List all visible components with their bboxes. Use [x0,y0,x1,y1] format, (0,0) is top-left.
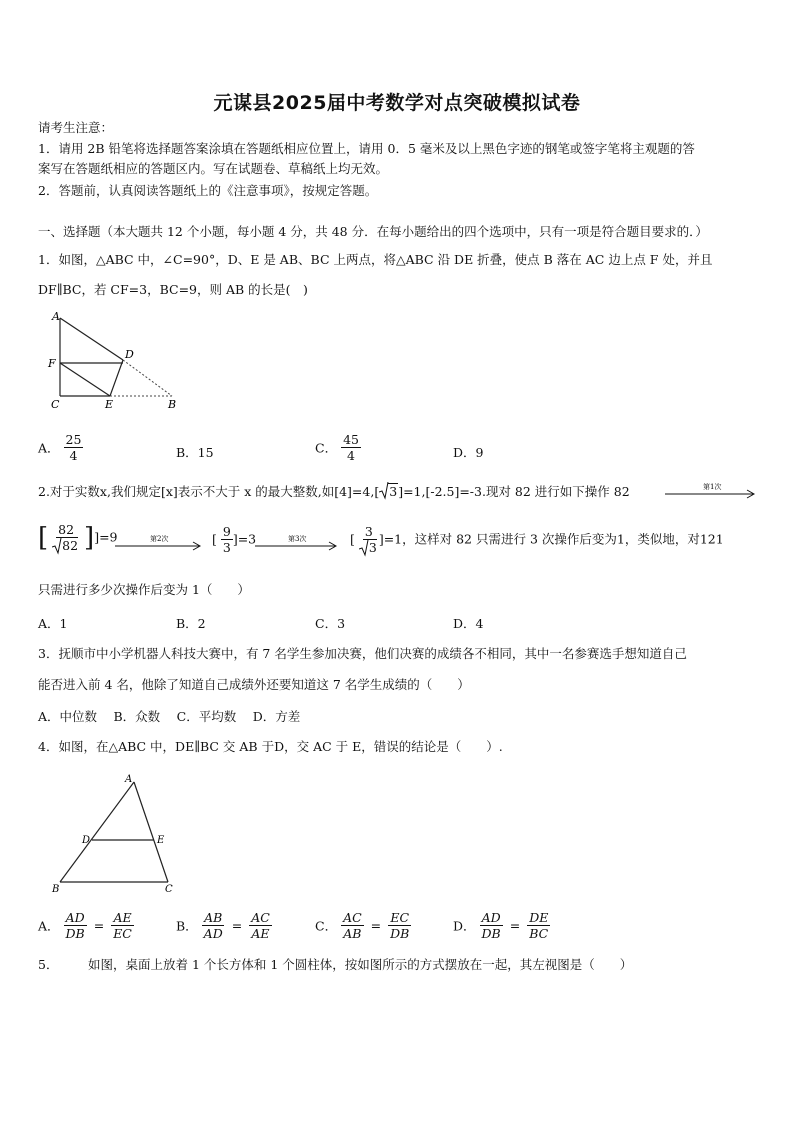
section-heading: 一、选择题（本大题共 12 个小题，每小题 4 分，共 48 分．在每小题给出的四个选项中，只有一项是符合题目要求的．） [38,224,708,239]
q2-result-2: ]=3 [232,531,257,547]
q2-frac-1 [52,522,80,553]
q1-option-d[interactable]: D．9 [453,445,484,460]
sqrt-sign-icon [359,540,369,557]
q2-arrow-3 [255,532,340,554]
q2-line-3: 只需进行多少次操作后变为 1（ ） [38,582,250,597]
q2-frac-2-den: 3 [222,540,231,555]
q4-a-2-den: EC [113,926,132,941]
q2-line-1 [38,484,630,500]
notice-item-1-line-2: 案写在答题纸相应的答题区内。写在试题卷、草稿纸上均无效。 [38,161,389,176]
q2-frac-1-den-wrap [52,538,80,553]
q1-fig-label-c: C [51,398,60,411]
page-title: 元谋县2025届中考数学对点突破模拟试卷 [213,92,581,114]
q2-bracket-right: ] [84,522,95,553]
q4-option-d-equals: = [509,918,521,933]
q2-line-1-text: 2.对于实数x,我们规定[x]表示不大于 x 的最大整数,如[4]=4, [38,484,375,499]
q2-arrow-2-label: 第2次 [150,535,169,543]
q2-step-2 [212,524,256,555]
q4-c-1-num: AC [343,910,362,925]
q4-d-1-num: AD [481,910,501,925]
q1-option-a[interactable] [38,432,83,463]
q1-option-c-label: C． [315,440,338,456]
q4-b-1-den: AD [203,926,223,941]
q1-option-a-label: A． [38,440,60,456]
q4-option-a-label: A． [38,918,60,934]
q2-line-2-tail: ]=1，这样对 82 只需进行 3 次操作后变为1，类似地，对121 [378,531,724,547]
q4-a-1-den: DB [65,926,85,941]
q1-option-c-fraction [341,432,361,463]
q1-line-1: 1．如图，△ABC 中，∠C=90°，D、E 是 AB、BC 上两点，将△ABC 沿 DE 折叠，使点 B 落在 AC 边上点 F 处，并且 [38,252,713,267]
q2-sqrt3-group: [ 3 [374,484,398,499]
q2-step-2-bracket: [ [212,531,217,547]
q4-option-c-equals: = [370,918,382,933]
q4-option-b-label: B． [176,918,198,934]
q2-option-d[interactable]: D．4 [453,616,484,631]
q5-label: 5． [38,957,59,972]
q4-figure [48,772,183,897]
q3-options[interactable]: A．中位数 B．众数 C．平均数 D．方差 [38,709,301,724]
q2-result-1: ]=9 [94,529,118,545]
q1-option-b[interactable]: B．15 [176,445,214,460]
q4-option-d-frac-2 [527,910,550,941]
q4-option-b[interactable] [176,910,272,941]
q2-arrow-3-label: 第3次 [288,535,307,543]
q4-a-1-num: AD [65,910,85,925]
q2-frac-3-den-wrap [359,540,379,555]
q4-b-2-num: AC [251,910,270,925]
q2-arrow-2 [115,532,205,554]
q4-d-1-den: DB [481,926,501,941]
q2-step-3 [350,524,724,555]
q1-fig-label-e: E [105,398,114,411]
q4-option-a-frac-1 [64,910,87,941]
q4-d-2-num: DE [529,910,549,925]
q4-option-b-frac-1 [202,910,225,941]
q1-option-c[interactable] [315,432,361,463]
sqrt-sign-icon [379,482,389,500]
q4-option-b-frac-2 [249,910,272,941]
q2-line-2 [38,522,118,566]
q4-fig-label-b: B [52,884,60,895]
q2-option-c[interactable]: C．3 [315,616,346,631]
q1-option-a-fraction [64,432,84,463]
q4-fig-label-e: E [157,835,165,846]
q4-d-2-den: BC [529,926,549,941]
q4-c-1-den: AB [343,926,362,941]
q2-bracket-left: [ [38,522,49,553]
q2-frac-3-den: 3 [368,540,377,555]
q1-figure [40,308,190,413]
q4-c-2-den: DB [390,926,410,941]
q4-option-a-frac-2 [111,910,134,941]
q4-a-2-num: AE [113,910,132,925]
notice-item-2: 2．答题前，认真阅读答题纸上的《注意事项》，按规定答题。 [38,183,378,198]
q4-option-d-frac-1 [480,910,503,941]
q2-option-b[interactable]: B．2 [176,616,206,631]
q2-arrow-1-label: 第1次 [703,483,722,491]
q1-fig-label-a: A [52,310,60,323]
q2-sqrt3-radicand: 3 [389,484,398,499]
q4-b-1-num: AB [204,910,223,925]
q2-arrow-1 [665,480,760,502]
q4-option-a-equals: = [93,918,105,933]
q1-option-a-den: 4 [69,448,78,463]
q4-b-2-den: AE [251,926,270,941]
q3-line-1: 3．抚顺市中小学机器人科技大赛中，有 7 名学生参加决赛，他们决赛的成绩各不相同，其中一名参赛选手想知道自己 [38,646,687,661]
q4-option-a[interactable] [38,910,134,941]
q2-frac-1-den: 82 [62,538,79,553]
q1-fig-label-f: F [48,357,56,370]
notice-item-1-line-1: 1．请用 2B 铅笔将选择题答案涂填在答题纸相应位置上，请用 0．5 毫米及以上黑色字迹的钢笔或签字笔将主观题的答 [38,141,695,156]
q4-option-d[interactable] [453,910,550,941]
q2-option-a[interactable]: A．1 [38,616,68,631]
q4-fig-label-a: A [125,774,133,785]
q2-step-3-bracket: [ [350,531,355,547]
q2-frac-1-num: 82 [58,522,75,537]
q1-fig-label-b: B [168,398,177,411]
q4-option-c[interactable] [315,910,411,941]
notice-heading: 请考生注意： [38,120,114,135]
q4-fig-label-c: C [165,884,173,895]
q2-frac-2-num: 9 [222,524,231,539]
q4-option-c-frac-1 [341,910,364,941]
q1-fig-label-d: D [125,348,134,361]
q4-line-1: 4．如图，在△ABC 中，DE∥BC 交 AB 于D，交 AC 于 E，错误的结论是（ ）. [38,739,503,754]
q4-option-d-label: D． [453,918,476,934]
q4-option-c-frac-2 [388,910,411,941]
q1-option-a-num: 25 [65,432,82,447]
q4-option-b-equals: = [231,918,243,933]
sqrt-sign-icon [52,538,62,555]
q1-option-c-den: 4 [347,448,355,463]
q4-fig-label-d: D [82,835,91,846]
q2-frac-3 [359,524,379,555]
q1-line-2: DF∥BC，若 CF=3，BC=9，则 AB 的长是( ) [38,282,308,297]
q2-frac-3-num: 3 [364,524,373,539]
q4-option-c-label: C． [315,918,338,934]
q2-frac-2 [221,524,233,555]
q4-c-2-num: EC [390,910,410,925]
q3-line-2: 能否进入前 4 名，他除了知道自己成绩外还要知道这 7 名学生成绩的（ ） [38,677,470,692]
q1-option-c-num: 45 [343,432,359,447]
q2-line-1-after: ]=1,[-2.5]=-3.现对 82 进行如下操作 82 [398,484,630,499]
q5-line-1: 如图，桌面上放着 1 个长方体和 1 个圆柱体，按如图所示的方式摆放在一起，其左视图是（ ） [88,957,633,972]
